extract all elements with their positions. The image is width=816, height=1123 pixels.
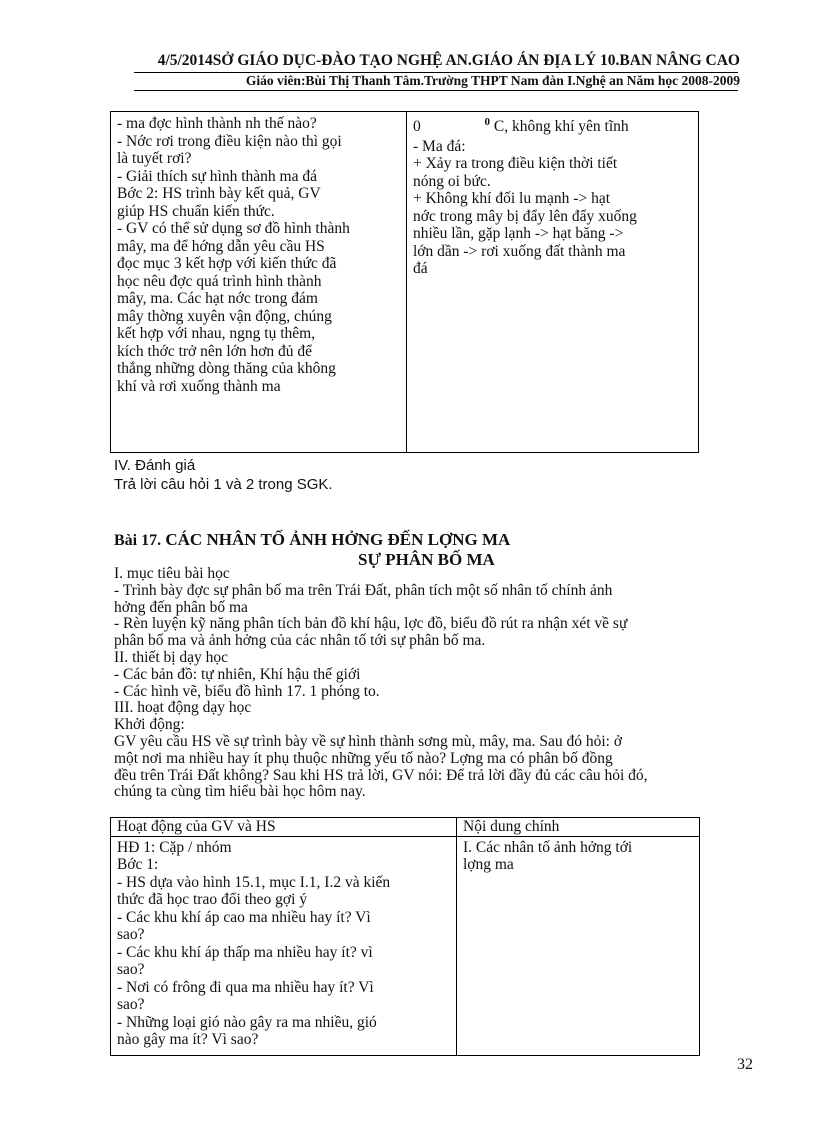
table1-left-line: - Giải thích sự hình thành ma đá	[117, 167, 317, 185]
table1-left-line: - ma đợc hình thành nh thế nào?	[117, 115, 317, 132]
evaluation-heading: IV. Đánh giá	[114, 457, 196, 474]
table1-left-line: thắng những dòng thăng của không	[117, 360, 336, 377]
table1-left-line: đọc mục 3 kết hợp với kiến thức đã	[117, 255, 337, 272]
table1-left-cell	[111, 112, 407, 453]
table2-right-line: I. Các nhân tố ảnh hởng tới	[463, 838, 633, 856]
table2-left-line: sao?	[117, 961, 145, 978]
table1-right-cell	[407, 112, 699, 453]
table2-header-right: Nội dung chính	[457, 818, 700, 837]
body-line: I. mục tiêu bài học	[114, 565, 230, 582]
table1-left-line: Bớc 2: HS trình bày kết quả, GV	[117, 185, 321, 202]
table2-left-cell	[111, 836, 457, 1055]
body-line: hởng đến phân bố ma	[114, 598, 248, 616]
table1-left-line: kích thớc trở nên lớn hơn đủ để	[117, 342, 313, 360]
lesson-number: Bài 17.	[114, 532, 162, 549]
table1-left-line: học nêu đợc quá trình hình thành	[117, 272, 322, 290]
table1-left-line: giúp HS chuẩn kiến thức.	[117, 202, 275, 220]
table2-right-line: lợng ma	[463, 856, 514, 873]
lesson-title-line1: CÁC NHÂN TỐ ẢNH HỞNG ĐẾN LỢNG MA	[165, 530, 511, 549]
body-line: - Rèn luyện kỹ năng phân tích bản đồ khí hậu, lợc đồ, biểu đồ rút ra nhận xét về sự	[114, 615, 628, 633]
activity-table	[110, 817, 700, 1056]
body-line: - Các bản đồ: tự nhiên, Khí hậu thế giới	[114, 665, 361, 683]
evaluation-section	[114, 456, 760, 494]
header-title: 4/5/2014SỞ GIÁO DỤC-ĐÀO TẠO NGHỆ AN.GIÁO ÁN ĐỊA LÝ 10.BAN NÂNG CAO	[157, 52, 740, 69]
table2-left-line: - Nơi có frông đi qua ma nhiều hay ít? Vì	[117, 978, 374, 996]
body-line: đều trên Trái Đất không? Sau khi HS trả lời, GV nói: Để trả lời đầy đủ các câu hỏi đó,	[114, 766, 648, 784]
table2-left-line: - Các khu khí áp cao ma nhiều hay ít? Vì	[117, 908, 371, 926]
table2-left-line: sao?	[117, 926, 145, 943]
table1-right-line: + Xảy ra trong điều kiện thời tiết	[413, 155, 618, 172]
table1-right-line: đá	[413, 260, 428, 277]
body-line: phân bố ma và ảnh hởng của các nhân tố tới sự phân bố ma.	[114, 632, 486, 650]
table1-right-first-line	[413, 118, 692, 138]
body-line: GV yêu cầu HS về sự trình bày về sự hình thành sơng mù, mây, ma. Sau đó hỏi: ở	[114, 732, 623, 750]
body-line: chúng ta cùng tìm hiểu bài học hôm nay.	[114, 783, 366, 801]
body-line: - Trình bày đợc sự phân bố ma trên Trái Đất, phân tích một số nhân tố chính ảnh	[114, 581, 613, 599]
table2-right-cell	[457, 836, 700, 1055]
table1-left-line: mây thờng xuyên vận động, chúng	[117, 307, 332, 325]
activity-table-continued	[110, 111, 699, 453]
degree-superscript: 0	[484, 116, 490, 128]
table2-left-line: HĐ 1: Cặp / nhóm	[117, 838, 232, 856]
table1-right-line: lớn dần -> rơi xuống đất thành ma	[413, 242, 626, 260]
table1-left-line: khí và rơi xuống thành ma	[117, 377, 281, 395]
table1-left-line: mây, ma để hớng dẫn yêu cầu HS	[117, 237, 325, 255]
table2-left-line: - Các khu khí áp thấp ma nhiều hay ít? vì	[117, 943, 373, 961]
table2-left-line: nào gây ma ít? Vì sao?	[117, 1031, 259, 1048]
body-line: Khởi động:	[114, 716, 185, 734]
body-line: - Các hình vẽ, biểu đồ hình 17. 1 phóng to.	[114, 682, 380, 700]
table1-left-line: - Nớc rơi trong điều kiện nào thì gọi	[117, 132, 342, 150]
table1-right-line: nóng oi bức.	[413, 172, 491, 190]
table1-left-line: kết hợp với nhau, ngng tụ thêm,	[117, 325, 316, 342]
table1-left-line: là tuyết rơi?	[117, 150, 192, 167]
header-rule-bottom	[134, 90, 738, 91]
table1-right-line: nhiều lần, gặp lạnh -> hạt băng ->	[413, 225, 624, 242]
lesson-title	[114, 530, 510, 550]
table2-left-line: thức đã học trao đổi theo gợi ý	[117, 891, 308, 908]
evaluation-text: Trả lời câu hỏi 1 và 2 trong SGK.	[114, 476, 333, 493]
lesson-body	[114, 566, 760, 801]
table2-left-line: Bớc 1:	[117, 856, 159, 873]
table2-left-line: - Những loại gió nào gây ra ma nhiều, gió	[117, 1013, 377, 1031]
page-number: 32	[737, 1056, 753, 1073]
table1-right-line: + Không khí đối lu mạnh -> hạt	[413, 190, 611, 207]
body-line: III. hoạt động dạy học	[114, 699, 252, 717]
temperature-text: C, không khí yên tĩnh	[493, 118, 629, 135]
header-teacher-line: Giáo viên:Bùi Thị Thanh Tâm.Trường THPT Nam đàn I.Nghệ an Năm học 2008-2009	[245, 73, 740, 88]
table1-right-line: nớc trong mây bị đẩy lên đẩy xuống	[413, 207, 637, 225]
table2-left-line: - HS dựa vào hình 15.1, mục I.1, I.2 và kiến	[117, 873, 391, 891]
lesson-title-line2: SỰ PHÂN BỐ MA	[358, 550, 495, 569]
body-line: một nơi ma nhiều hay ít phụ thuộc những yếu tố nào? Lợng ma có phân bố đồng	[114, 749, 613, 767]
temperature-zero: 0	[413, 118, 421, 135]
table1-right-line: - Ma đá:	[413, 137, 466, 155]
table1-left-line: - GV có thể sử dụng sơ đồ hình thành	[117, 220, 350, 237]
table2-header-left: Hoạt động của GV và HS	[111, 818, 457, 837]
body-line: II. thiết bị dạy học	[114, 648, 229, 666]
table1-left-line: mây, ma. Các hạt nớc trong đám	[117, 290, 318, 307]
table2-left-line: sao?	[117, 996, 145, 1013]
